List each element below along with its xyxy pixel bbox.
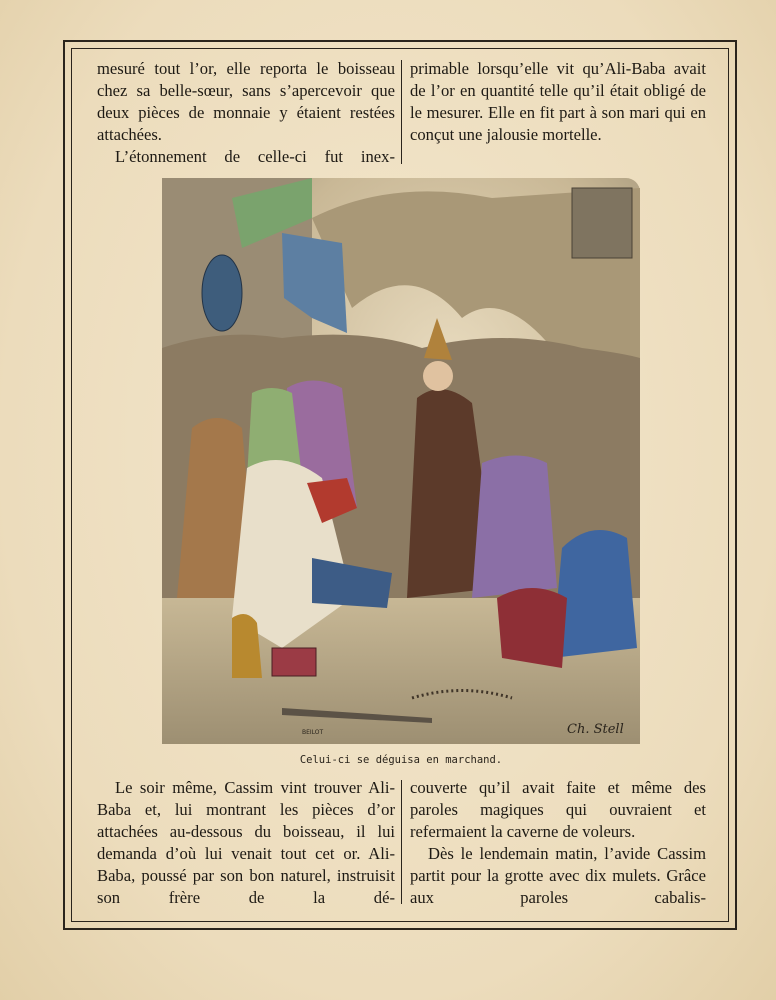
text-column-top-right [410, 58, 706, 146]
right-seated-figure [552, 530, 637, 658]
text-column-bottom-left [97, 777, 395, 909]
woman-skirt [472, 456, 557, 599]
column-divider [401, 780, 402, 904]
illustration-signature: Ch. Stell [567, 722, 624, 737]
red-garment [497, 588, 567, 668]
text-column-top-left [97, 58, 395, 168]
merchant-face [423, 361, 453, 391]
paragraph: primable lorsqu’elle vit qu’Ali-Baba avait de l’or en quantité telle qu’il était obligé de le mesurer. Elle en fit part à son mari qui en conçut une jalousie mortelle. [410, 59, 706, 144]
jewel-box [272, 648, 316, 676]
column-divider [401, 60, 402, 164]
text-column-bottom-right [410, 777, 706, 909]
paragraph: mesuré tout l’or, elle reporta le boisseau chez sa belle-sœur, sans s’apercevoir que deux pièces de monnaie y étaient restées attachées. [97, 59, 395, 144]
door-right [572, 188, 632, 258]
shield [202, 255, 242, 331]
paragraph: couverte qu’il avait faite et même des paroles magiques qui ouvraient et refermaient la caverne de voleurs. [410, 778, 706, 841]
paragraph: L’étonnement de celle-ci fut inex- [115, 147, 395, 166]
engraver-mark: BEILOT [302, 729, 324, 736]
illustration [162, 178, 640, 744]
paragraph: Le soir même, Cassim vint trouver Ali-Baba et, lui montrant les pièces d’or attachées au-dessous du boisseau, il lui demanda d’où lui venait tout cet or. Ali-Baba, poussé par son bon naturel, instruisit son frère de la dé- [97, 778, 395, 907]
paragraph: Dès le lendemain matin, l’avide Cassim partit pour la grotte avec dix mulets. Grâce aux paroles cabalis- [410, 844, 706, 907]
illustration-caption: Celui-ci se déguisa en marchand. [299, 754, 503, 766]
